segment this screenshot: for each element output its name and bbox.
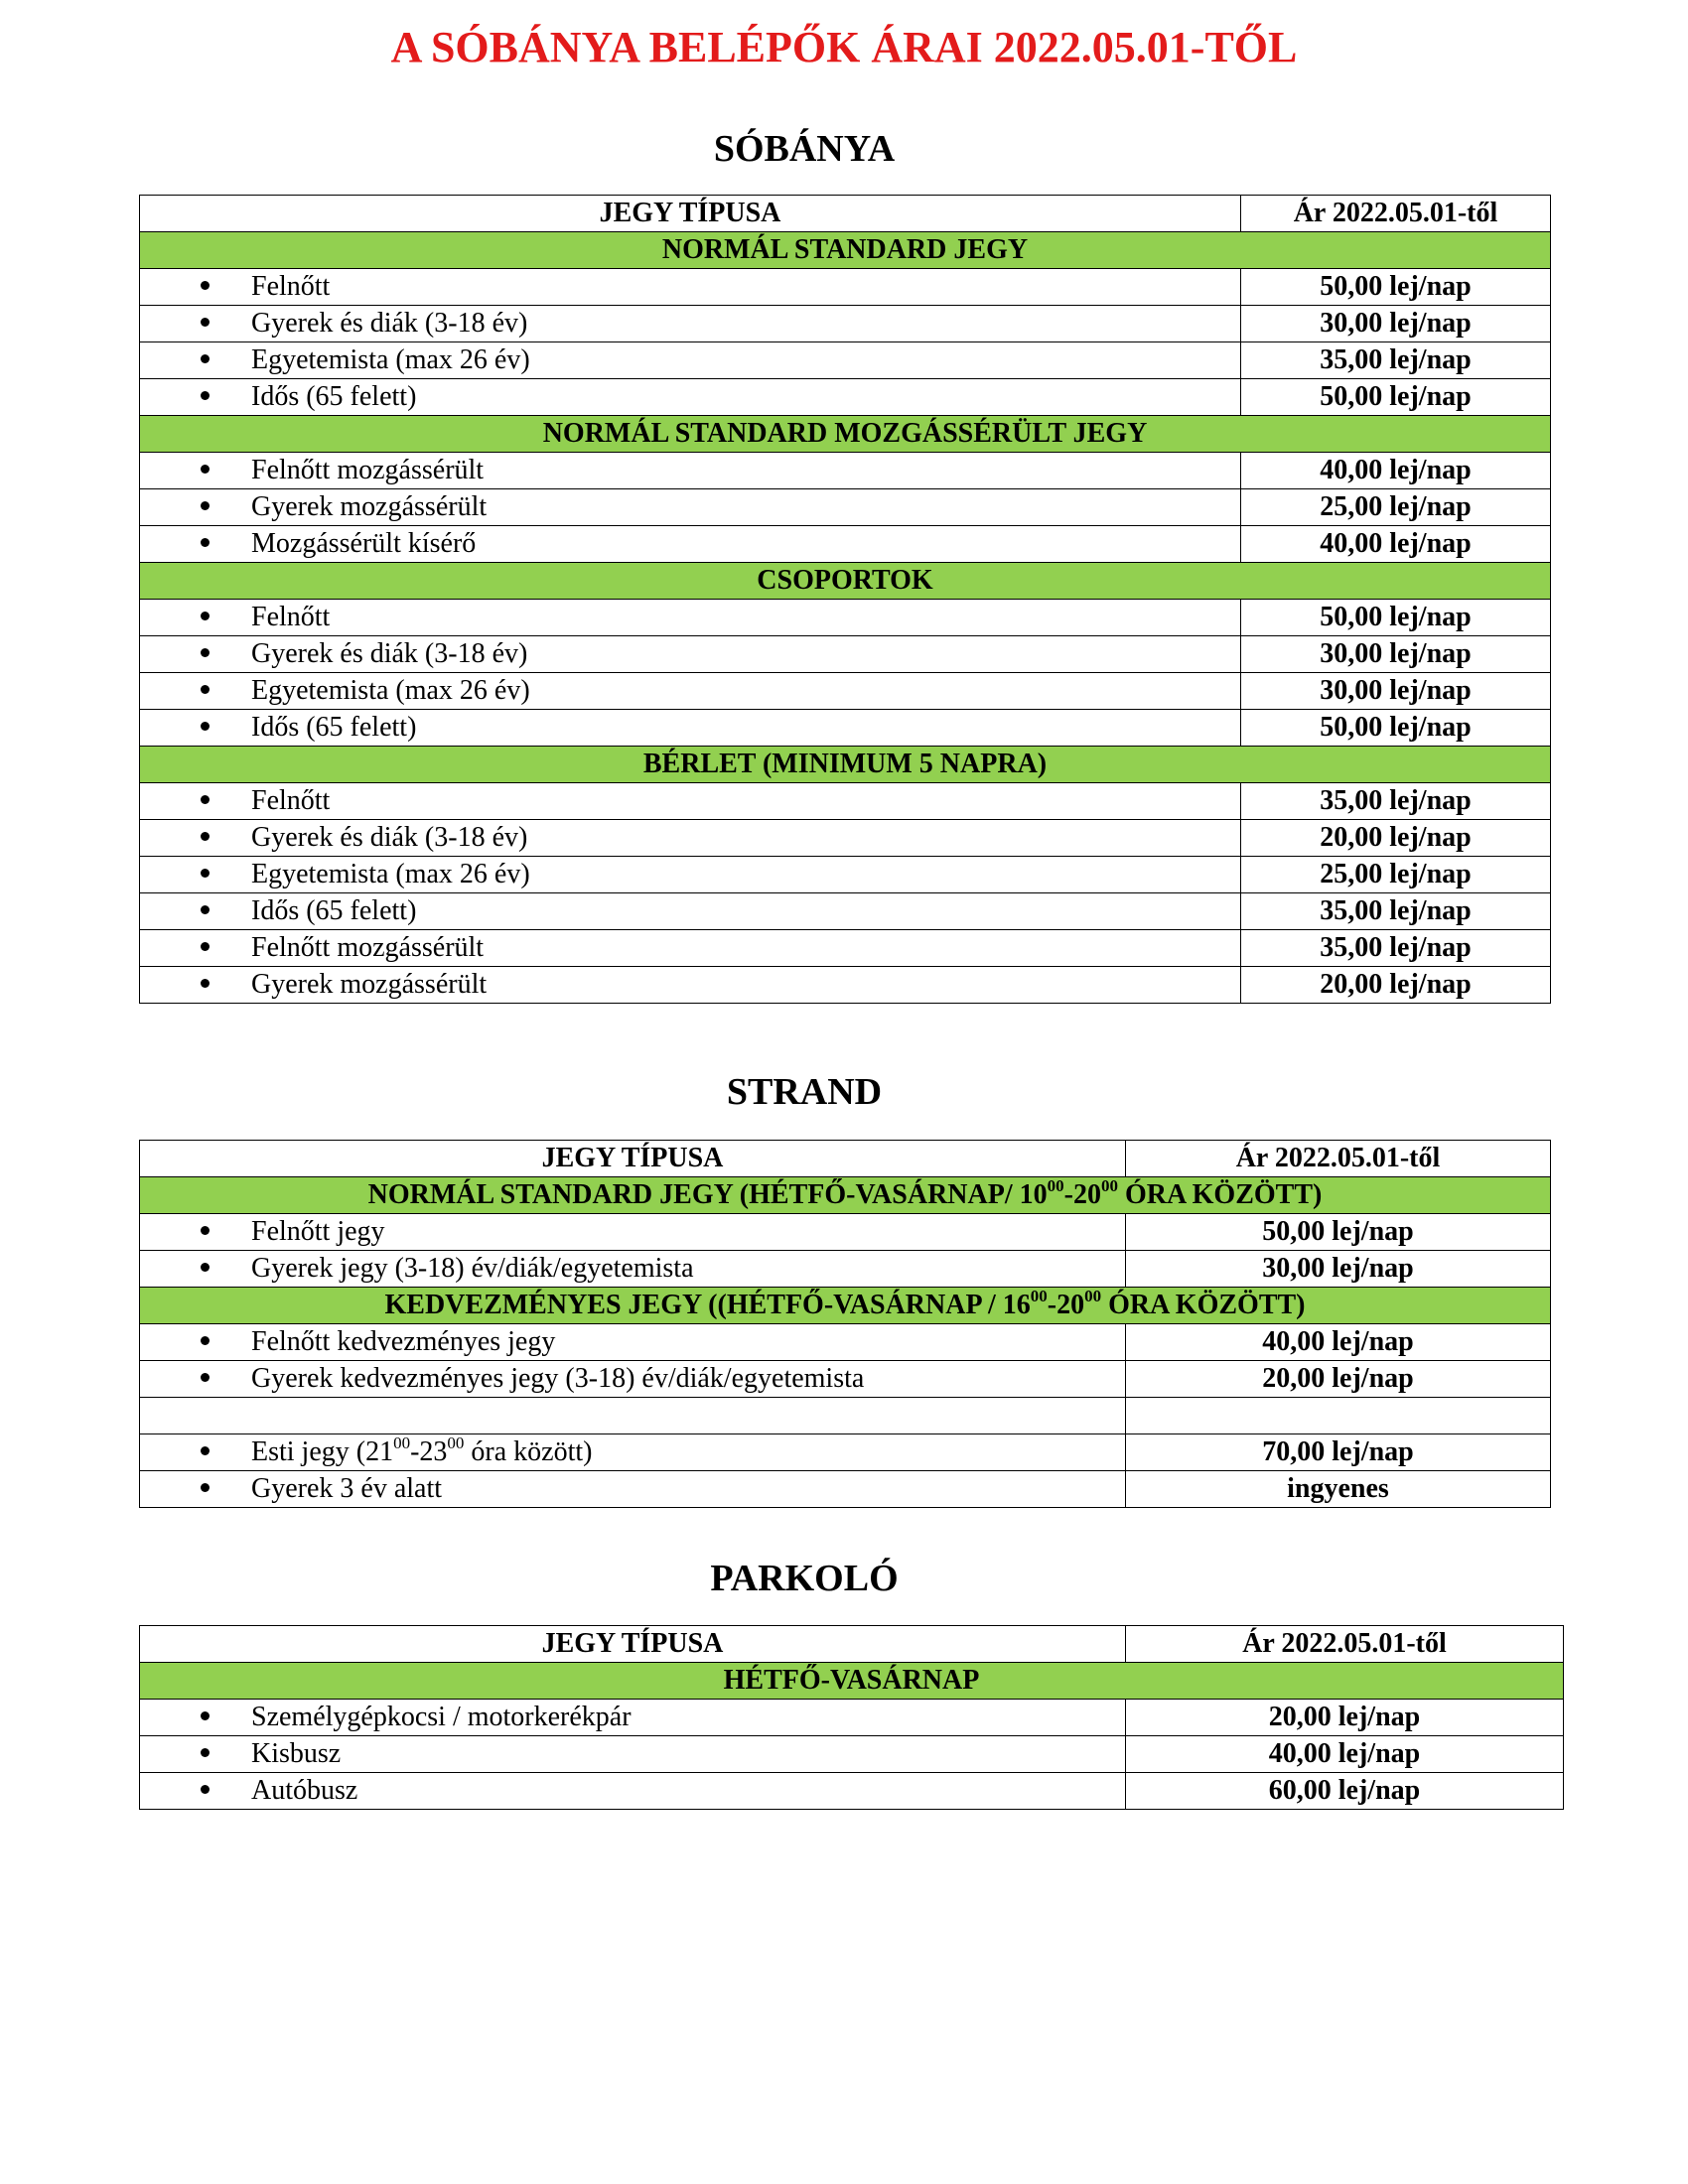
table-row	[140, 342, 1551, 379]
parkolo-price-table	[139, 1625, 1564, 1810]
sobanya-price-table	[139, 195, 1551, 1004]
bullet-icon	[201, 685, 210, 694]
item-name: Egyetemista (max 26 év)	[251, 859, 530, 889]
table-row	[140, 1214, 1551, 1251]
table-row	[140, 269, 1551, 306]
column-header-price: Ár 2022.05.01-től	[1126, 1141, 1551, 1177]
item-price: 50,00 lej/nap	[1241, 379, 1551, 416]
table-row	[140, 1361, 1551, 1398]
item-price: 30,00 lej/nap	[1241, 306, 1551, 342]
group-row	[140, 563, 1551, 600]
table-row	[140, 710, 1551, 747]
table-header-row	[140, 1626, 1564, 1663]
item-name: Gyerek mozgássérült	[251, 969, 488, 1000]
bullet-icon	[201, 795, 210, 804]
column-header-price: Ár 2022.05.01-től	[1126, 1626, 1564, 1663]
bullet-icon	[201, 465, 210, 474]
item-price: ingyenes	[1126, 1470, 1551, 1507]
item-name: Felnőtt	[251, 785, 331, 816]
item-price: 60,00 lej/nap	[1126, 1773, 1564, 1810]
bullet-icon	[201, 281, 210, 290]
section-title-parkolo: PARKOLÓ	[710, 1558, 899, 1599]
item-price: 30,00 lej/nap	[1241, 673, 1551, 710]
item-price: 35,00 lej/nap	[1241, 893, 1551, 930]
group-row	[140, 416, 1551, 453]
table-row	[140, 379, 1551, 416]
item-name: Felnőtt	[251, 271, 331, 302]
item-name: Idős (65 felett)	[251, 712, 417, 743]
item-price: 20,00 lej/nap	[1126, 1700, 1564, 1736]
item-name: Egyetemista (max 26 év)	[251, 675, 530, 706]
bullet-icon	[201, 318, 210, 327]
item-price: 25,00 lej/nap	[1241, 489, 1551, 526]
table-row	[140, 636, 1551, 673]
table-row	[140, 306, 1551, 342]
item-price: 40,00 lej/nap	[1126, 1736, 1564, 1773]
bullet-icon	[201, 942, 210, 951]
bullet-icon	[201, 1226, 210, 1235]
bullet-icon	[201, 1263, 210, 1272]
group-label: NORMÁL STANDARD JEGY	[140, 232, 1551, 269]
item-price: 40,00 lej/nap	[1126, 1324, 1551, 1361]
item-name: Gyerek és diák (3-18 év)	[251, 308, 528, 339]
item-name: Felnőtt mozgássérült	[251, 932, 485, 963]
empty-cell	[140, 1398, 1126, 1434]
item-name: Idős (65 felett)	[251, 895, 417, 926]
bullet-icon	[201, 905, 210, 914]
table-row	[140, 1700, 1564, 1736]
group-label: KEDVEZMÉNYES JEGY ((HÉTFŐ-VASÁRNAP / $16^{00}-20^{00}$ ÓRA KÖZÖTT)	[140, 1288, 1551, 1324]
table-row	[140, 526, 1551, 563]
table-row	[140, 1251, 1551, 1288]
table-row	[140, 857, 1551, 893]
table-row	[140, 820, 1551, 857]
page-title: A SÓBÁNYA BELÉPŐK ÁRAI 2022.05.01-TŐL	[390, 23, 1298, 71]
bullet-icon	[201, 1785, 210, 1794]
group-label: NORMÁL STANDARD MOZGÁSSÉRÜLT JEGY	[140, 416, 1551, 453]
table-row	[140, 489, 1551, 526]
item-price: 25,00 lej/nap	[1241, 857, 1551, 893]
group-label: HÉTFŐ-VASÁRNAP	[140, 1663, 1564, 1700]
group-row	[140, 1288, 1551, 1324]
item-name: Gyerek mozgássérült	[251, 491, 488, 522]
item-price: 50,00 lej/nap	[1241, 710, 1551, 747]
item-name: Gyerek jegy (3-18) év/diák/egyetemista	[251, 1253, 694, 1284]
bullet-icon	[201, 1336, 210, 1345]
table-row	[140, 600, 1551, 636]
bullet-icon	[201, 1483, 210, 1492]
table-row	[140, 783, 1551, 820]
item-price: 35,00 lej/nap	[1241, 342, 1551, 379]
empty-cell	[1126, 1398, 1551, 1434]
item-name: Gyerek és diák (3-18 év)	[251, 638, 528, 669]
group-row	[140, 1663, 1564, 1700]
table-row	[140, 673, 1551, 710]
bullet-icon	[201, 832, 210, 841]
item-price: 20,00 lej/nap	[1241, 820, 1551, 857]
column-header-type: JEGY TÍPUSA	[140, 1141, 1126, 1177]
item-price: 20,00 lej/nap	[1241, 967, 1551, 1004]
item-name: Felnőtt kedvezményes jegy	[251, 1326, 556, 1357]
item-price: 40,00 lej/nap	[1241, 526, 1551, 563]
table-row	[140, 930, 1551, 967]
bullet-icon	[201, 1373, 210, 1382]
bullet-icon	[201, 869, 210, 878]
table-header-row	[140, 1141, 1551, 1177]
bullet-icon	[201, 1748, 210, 1757]
item-name: Felnőtt	[251, 602, 331, 632]
table-row	[140, 893, 1551, 930]
strand-price-table	[139, 1140, 1551, 1508]
bullet-icon	[201, 979, 210, 988]
table-row	[140, 1736, 1564, 1773]
group-row	[140, 232, 1551, 269]
item-price: 50,00 lej/nap	[1241, 600, 1551, 636]
item-price: 35,00 lej/nap	[1241, 930, 1551, 967]
item-price: 50,00 lej/nap	[1126, 1214, 1551, 1251]
table-header-row	[140, 196, 1551, 232]
group-row	[140, 747, 1551, 783]
item-price: 70,00 lej/nap	[1126, 1433, 1551, 1470]
item-name: Személygépkocsi / motorkerékpár	[251, 1702, 632, 1732]
item-price: 50,00 lej/nap	[1241, 269, 1551, 306]
column-header-type: JEGY TÍPUSA	[140, 1626, 1126, 1663]
table-row	[140, 967, 1551, 1004]
item-name: Gyerek és diák (3-18 év)	[251, 822, 528, 853]
group-label: CSOPORTOK	[140, 563, 1551, 600]
item-name: Gyerek kedvezményes jegy (3-18) év/diák/egyetemista	[251, 1363, 865, 1394]
section-title-sobanya: SÓBÁNYA	[713, 128, 896, 170]
bullet-icon	[201, 648, 210, 657]
item-price: 20,00 lej/nap	[1126, 1361, 1551, 1398]
group-label: BÉRLET (MINIMUM 5 NAPRA)	[140, 747, 1551, 783]
bullet-icon	[201, 722, 210, 731]
item-name: Autóbusz	[251, 1775, 358, 1806]
group-row	[140, 1177, 1551, 1214]
bullet-icon	[201, 1711, 210, 1720]
bullet-icon	[201, 391, 210, 400]
item-name: Kisbusz	[251, 1738, 342, 1769]
empty-row	[140, 1398, 1551, 1434]
table-row	[140, 1324, 1551, 1361]
item-price: 30,00 lej/nap	[1241, 636, 1551, 673]
bullet-icon	[201, 538, 210, 547]
item-name: Esti jegy ($21^{00}-23^{00}$ óra között)	[251, 1433, 593, 1467]
item-name: Mozgássérült kísérő	[251, 528, 477, 559]
item-name: Egyetemista (max 26 év)	[251, 344, 530, 375]
item-price: 35,00 lej/nap	[1241, 783, 1551, 820]
bullet-icon	[201, 501, 210, 510]
table-row	[140, 1433, 1551, 1470]
bullet-icon	[201, 354, 210, 363]
item-name: Gyerek 3 év alatt	[251, 1472, 443, 1504]
item-name: Felnőtt jegy	[251, 1216, 385, 1247]
item-name: Felnőtt mozgássérült	[251, 455, 485, 485]
item-name: Idős (65 felett)	[251, 381, 417, 412]
table-row	[140, 1773, 1564, 1810]
table-row	[140, 1470, 1551, 1507]
column-header-price: Ár 2022.05.01-től	[1241, 196, 1551, 232]
group-label: NORMÁL STANDARD JEGY (HÉTFŐ-VASÁRNAP/ $10^{00}-20^{00}$ ÓRA KÖZÖTT)	[140, 1177, 1551, 1214]
bullet-icon	[201, 1446, 210, 1455]
table-row	[140, 453, 1551, 489]
bullet-icon	[201, 612, 210, 620]
item-price: 40,00 lej/nap	[1241, 453, 1551, 489]
column-header-type: JEGY TÍPUSA	[140, 196, 1241, 232]
item-price: 30,00 lej/nap	[1126, 1251, 1551, 1288]
section-title-strand: STRAND	[726, 1071, 883, 1113]
